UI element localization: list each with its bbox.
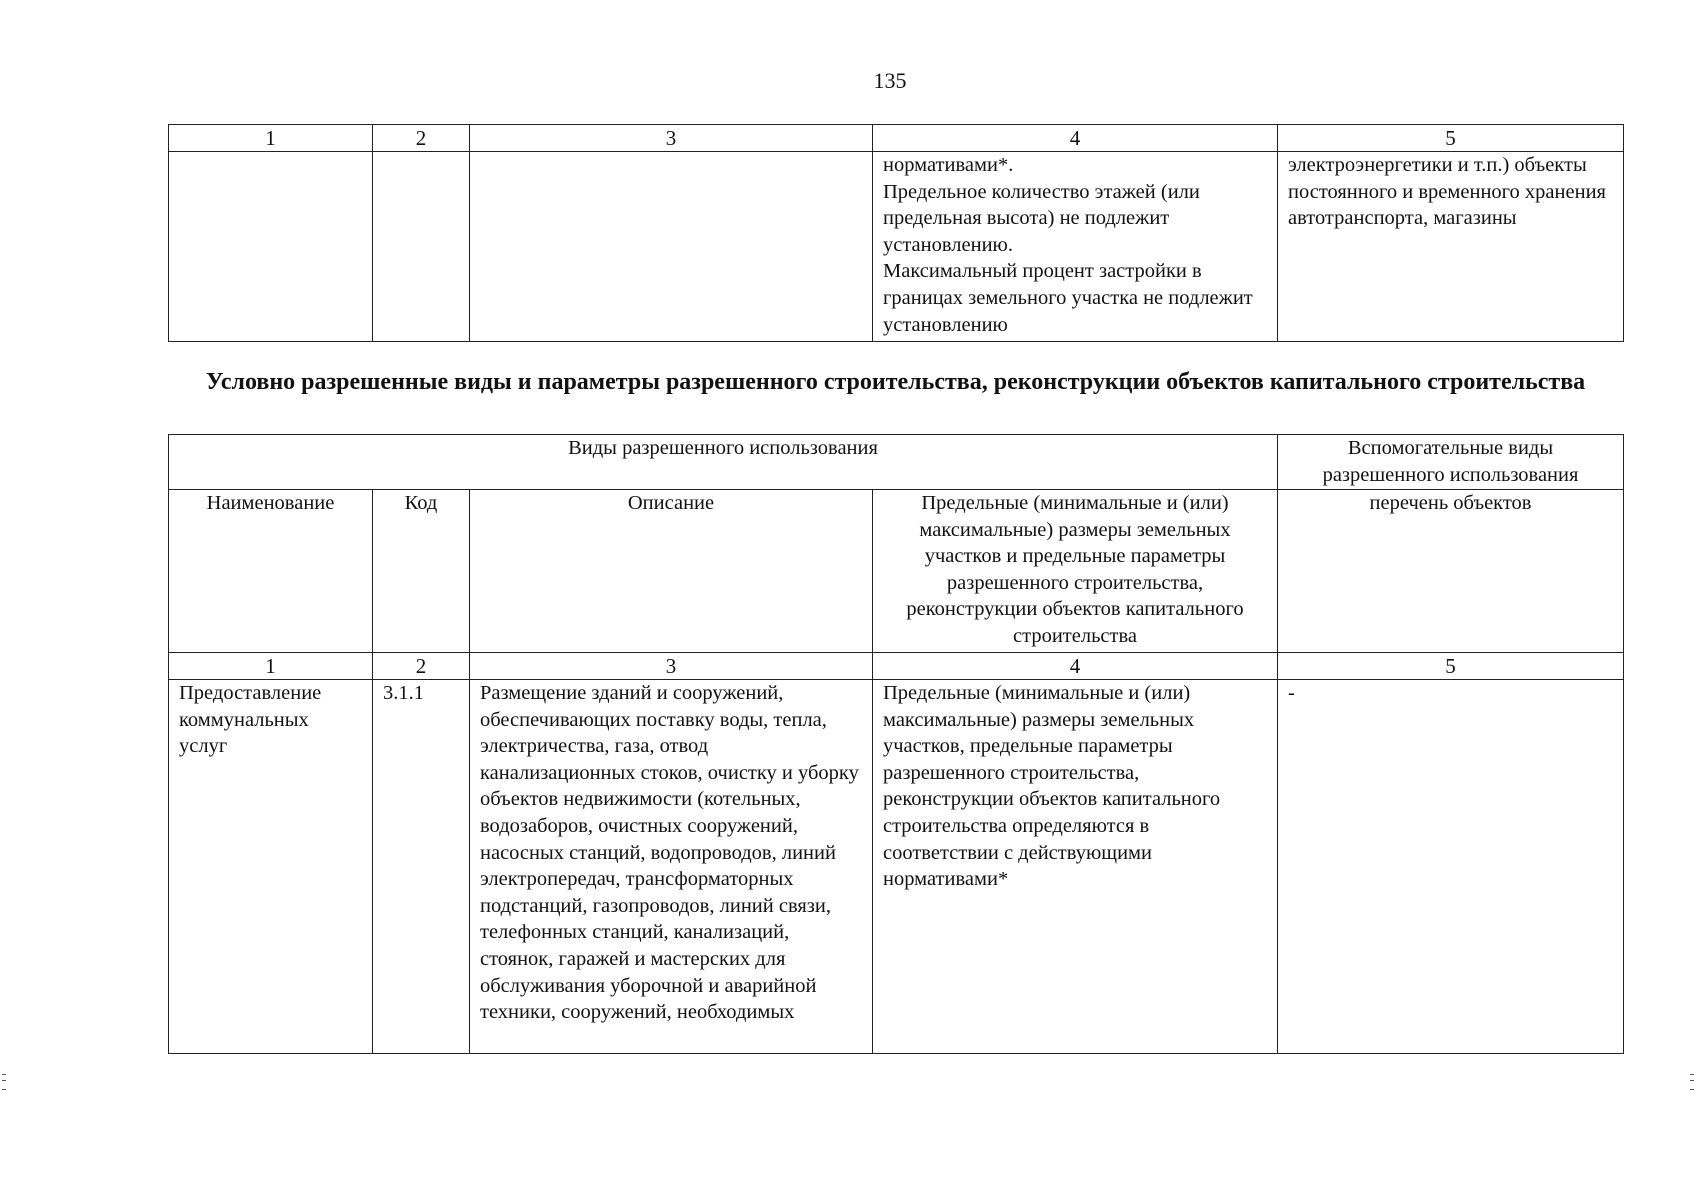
column-number: 2: [373, 653, 470, 680]
table-row: [169, 680, 1624, 1054]
header-auxiliary: перечень объектов: [1278, 490, 1624, 653]
column-number: 1: [169, 125, 373, 152]
column-number: 1: [169, 653, 373, 680]
left-scan-edge-mark: [2, 1074, 6, 1090]
group-header-row: [169, 435, 1624, 490]
parameters-cell: Предельные (минимальные и (или) максимальные) размеры земельных участков, предельные параметры разрешенного строительства, реконструкции объектов капитального строительства определяются в соответствии с действующими нормативами*: [873, 680, 1278, 1054]
description-cell: [470, 152, 873, 342]
header-row: [169, 490, 1624, 653]
group-header-aux: Вспомогательные виды разрешенного использования: [1278, 435, 1624, 490]
name-cell: [169, 152, 373, 342]
table-row: [169, 152, 1624, 342]
column-number-row: [169, 125, 1624, 152]
column-number: 3: [470, 125, 873, 152]
header-description: Описание: [470, 490, 873, 653]
code-cell: 3.1.1: [373, 680, 470, 1054]
header-code: Код: [373, 490, 470, 653]
auxiliary-cell: -: [1278, 680, 1624, 1054]
auxiliary-cell: электроэнергетики и т.п.) объекты постоянного и временного хранения автотранспорта, магазины: [1278, 152, 1624, 342]
conditional-uses-table: [168, 434, 1624, 1054]
code-cell: [373, 152, 470, 342]
column-number-row: [169, 653, 1624, 680]
description-cell: Размещение зданий и сооружений, обеспечивающих поставку воды, тепла, электричества, газа, отвод канализационных стоков, очистку и уборку объектов недвижимости (котельных, водозаборов, очистных сооружений, насосных станций, водопроводов, линий электропередач, трансформаторных подстанций, газопроводов, линий связи, телефонных станций, канализаций, стоянок, гаражей и мастерских для обслуживания уборочной и аварийной техники, сооружений, необходимых: [470, 680, 873, 1054]
column-number: 2: [373, 125, 470, 152]
page-number: 135: [873, 68, 907, 93]
right-scan-edge-mark: [1690, 1074, 1694, 1090]
column-number: 3: [470, 653, 873, 680]
column-number: 4: [873, 125, 1278, 152]
group-header-main: Виды разрешенного использования: [169, 435, 1278, 490]
column-number: 5: [1278, 125, 1624, 152]
continued-table: [168, 124, 1624, 342]
header-parameters: Предельные (минимальные и (или) максимальные) размеры земельных участков и предельные параметры разрешенного строительства, реконструкции объектов капитального строительства: [873, 490, 1278, 653]
column-number: 5: [1278, 653, 1624, 680]
name-cell: Предоставление коммунальных услуг: [169, 680, 373, 1054]
parameters-cell: нормативами*. Предельное количество этажей (или предельная высота) не подлежит установлению. Максимальный процент застройки в границах земельного участка не подлежит установлению: [873, 152, 1278, 342]
section-title: Условно разрешенные виды и параметры разрешенного строительства, реконструкции объектов капитального строительства: [205, 369, 1586, 395]
column-number: 4: [873, 653, 1278, 680]
header-name: Наименование: [169, 490, 373, 653]
